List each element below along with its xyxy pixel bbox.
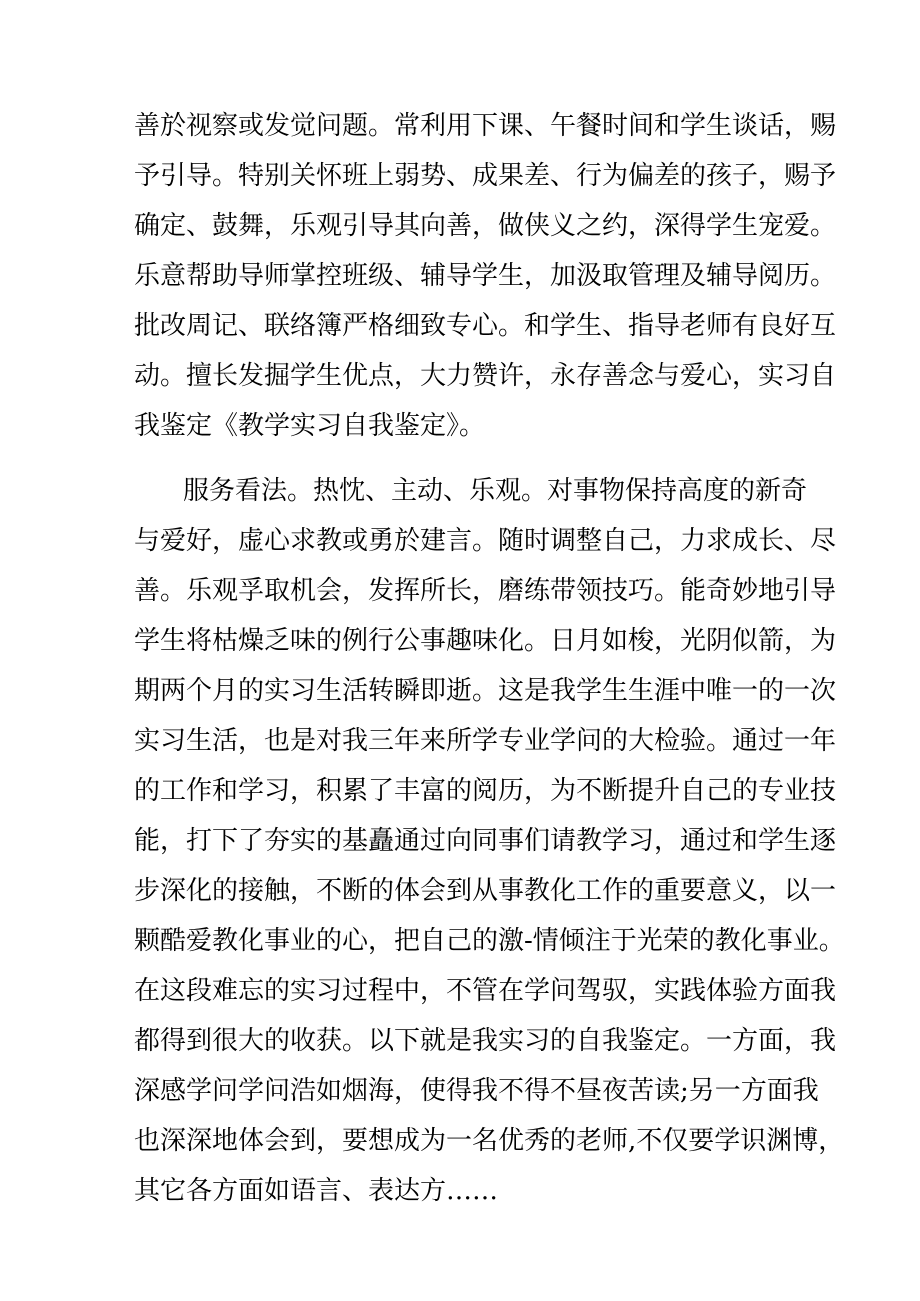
text-line: 都得到很大的收获。以下就是我实习的自我鉴定。一方面，我 bbox=[134, 1026, 837, 1056]
text-line: 学生将枯燥乏味的例行公事趣味化。日月如梭，光阴似箭，为 bbox=[134, 626, 837, 656]
text-line: 乐意帮助导师掌控班级、辅导学生，加汲取管理及辅导阅历。 bbox=[134, 261, 837, 291]
text-line: 其它各方面如语言、表达方…… bbox=[134, 1176, 499, 1206]
text-line: 善於视察或发觉问题。常利用下课、午餐时间和学生谈话，赐 bbox=[134, 111, 837, 141]
document-body bbox=[134, 107, 845, 1222]
text-line: 善。乐观孚取机会，发挥所长，磨练带领技巧。能奇妙地引导 bbox=[134, 576, 837, 606]
text-line: 服务看法。热忱、主动、乐观。对事物保持高度的新奇 bbox=[183, 476, 808, 506]
paragraph-2 bbox=[134, 472, 845, 1210]
text-line: 动。擅长发掘学生优点，大力赞许，永存善念与爱心，实习自 bbox=[134, 361, 837, 391]
text-line: 的工作和学习，积累了丰富的阅历，为不断提升自己的专业技 bbox=[134, 776, 837, 806]
text-line: 步深化的接触，不断的体会到从事教化工作的重要意义，以一 bbox=[134, 876, 837, 906]
text-line: 与爱好，虚心求教或勇於建言。随时调整自己，力求成长、尽 bbox=[134, 526, 837, 556]
text-line: 在这段难忘的实习过程中，不管在学问驾驭，实践体验方面我 bbox=[134, 976, 837, 1006]
text-line: 批改周记、联络簿严格细致专心。和学生、指导老师有良好互 bbox=[134, 311, 837, 341]
text-line: 确定、鼓舞，乐观引导其向善，做侠义之约，深得学生宠爱。 bbox=[134, 211, 837, 241]
text-line: 深感学问学问浩如烟海，使得我不得不昼夜苦读;另一方面我 bbox=[134, 1076, 819, 1106]
text-line: 也深深地体会到，要想成为一名优秀的老师,不仅要学识渊博， bbox=[134, 1126, 845, 1156]
text-line: 予引导。特别关怀班上弱势、成果差、行为偏差的孩子，赐予 bbox=[134, 161, 837, 191]
paragraph-gap bbox=[134, 457, 806, 472]
paragraph-1 bbox=[134, 107, 837, 445]
text-line: 能，打下了夯实的基矗通过向同事们请教学习，通过和学生逐 bbox=[134, 826, 837, 856]
text-line: 实习生活，也是对我三年来所学专业学问的大检验。通过一年 bbox=[134, 726, 837, 756]
text-line: 我鉴定《教学实习自我鉴定》。 bbox=[134, 411, 486, 441]
text-line: 颗酷爱教化事业的心，把自己的激-情倾注于光荣的教化事业。 bbox=[134, 926, 845, 956]
text-line: 期两个月的实习生活转瞬即逝。这是我学生生涯中唯一的一次 bbox=[134, 676, 837, 706]
